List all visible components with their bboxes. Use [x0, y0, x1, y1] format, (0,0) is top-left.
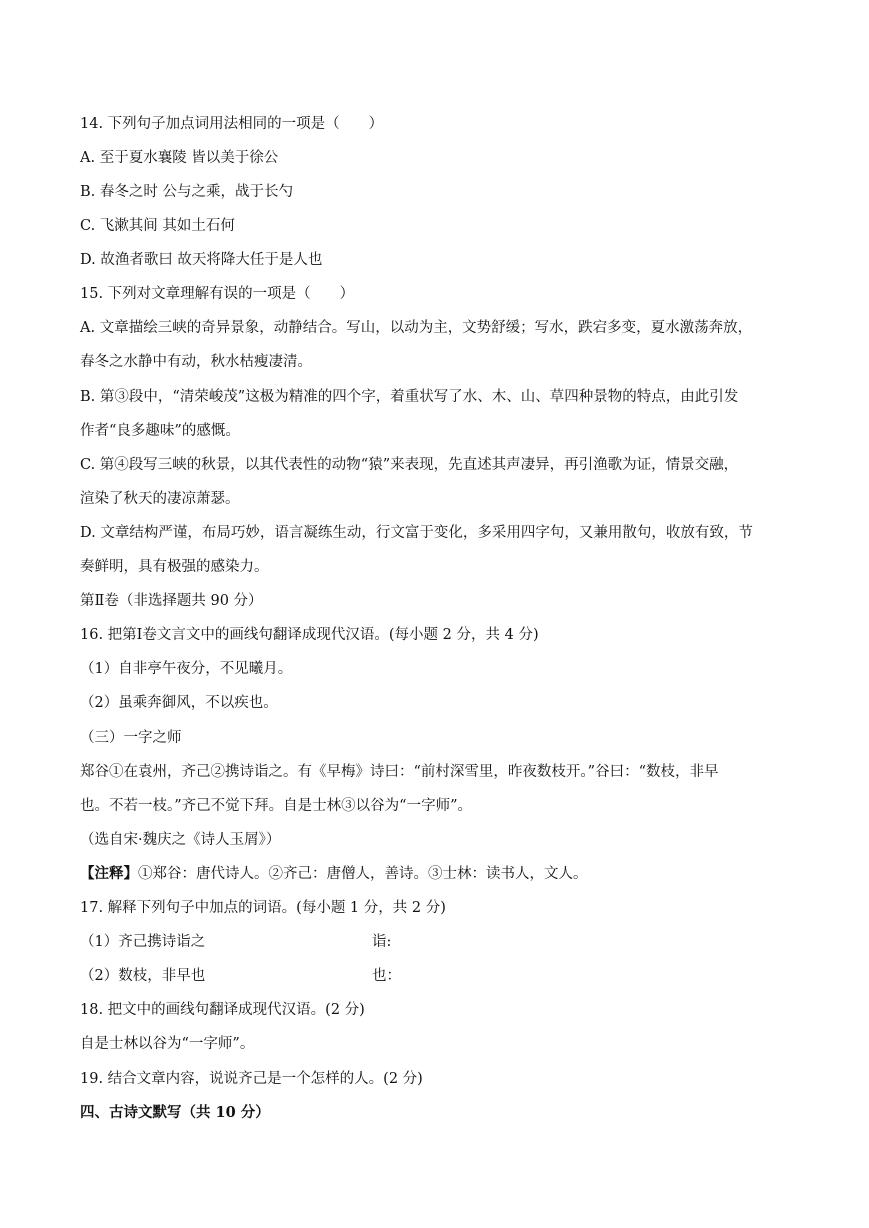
q17-word-2: 也：	[372, 968, 401, 984]
q15-option-c-line1: C. 第④段写三峡的秋景，以其代表性的动物“猿”来表现，先直述其声凄异，再引渔歌为证，情景交融，	[80, 457, 739, 473]
section4-heading: 四、古诗文默写（共 10 分）	[80, 1104, 270, 1121]
q17-item-1	[80, 932, 800, 952]
notes-text: ①郑谷：唐代诗人。②齐己：唐僧人，善诗。③士林：读书人，文人。	[138, 866, 588, 882]
q16-sentence-2: （2）虽乘奔御风，不以疾也。	[80, 695, 278, 711]
q15-stem: 15. 下列对文章理解有误的一项是（ ）	[80, 286, 355, 302]
q15-option-a-line1: A. 文章描绘三峡的奇异景象，动静结合。写山，以动为主，文势舒缓；写水，跌宕多变，夏水激荡奔放，	[80, 320, 753, 336]
q17-stem: 17. 解释下列句子中加点的词语。(每小题 1 分，共 2 分)	[80, 900, 446, 916]
passage-text-line1: 郑谷①在袁州，齐己②携诗诣之。有《早梅》诗曰：“前村深雪里，昨夜数枝开。”谷曰：“数枝，非早	[80, 764, 719, 780]
q16-sentence-1: （1）自非亭午夜分，不见曦月。	[80, 661, 293, 677]
q15-option-c-line2: 渲染了秋天的凄凉萧瑟。	[80, 491, 240, 507]
q14-stem: 14. 下列句子加点词用法相同的一项是（ ）	[80, 116, 384, 132]
q17-sentence-1: （1）齐己携诗诣之	[80, 934, 206, 950]
q14-option-c: C. 飞漱其间 其如土石何	[80, 218, 235, 234]
q15-option-a-line2: 春冬之水静中有动，秋水枯瘦凄清。	[80, 354, 312, 370]
q15-option-d-line1: D. 文章结构严谨，布局巧妙，语言凝练生动，行文富于变化，多采用四字句，又兼用散句，收放有致，节	[80, 525, 753, 541]
q17-item-2	[80, 966, 800, 986]
passage-notes	[80, 864, 588, 884]
q15-option-b-line2: 作者“良多趣味”的感慨。	[80, 423, 240, 439]
part2-heading: 第Ⅱ卷（非选择题共 90 分）	[80, 593, 263, 609]
q17-word-1: 诣:	[372, 934, 392, 950]
passage-text-line2: 也。不若一枝。”齐己不觉下拜。自是士林③以谷为“一字师”。	[80, 798, 472, 814]
q16-stem: 16. 把第Ⅰ卷文言文中的画线句翻译成现代汉语。(每小题 2 分，共 4 分)	[80, 627, 539, 643]
q19-stem: 19. 结合文章内容，说说齐己是一个怎样的人。(2 分)	[80, 1071, 423, 1087]
q15-option-d-line2: 奏鲜明，具有极强的感染力。	[80, 559, 269, 575]
q18-stem: 18. 把文中的画线句翻译成现代汉语。(2 分)	[80, 1002, 365, 1018]
q14-option-d: D. 故渔者歌曰 故天将降大任于是人也	[80, 252, 323, 268]
q14-option-b: B. 春冬之时 公与之乘，战于长勺	[80, 184, 293, 200]
q17-sentence-2: （2）数枝，非早也	[80, 968, 206, 984]
q15-option-b-line1: B. 第③段中，“清荣峻茂”这极为精准的四个字，着重状写了水、木、山、草四种景物的特点，由此引发	[80, 389, 739, 405]
passage-title: （三）一字之师	[80, 730, 182, 746]
q14-option-a: A. 至于夏水襄陵 皆以美于徐公	[80, 150, 279, 166]
q18-sentence: 自是士林以谷为“一字师”。	[80, 1036, 255, 1052]
notes-label: 【注释】	[80, 865, 138, 882]
passage-source: （选自宋·魏庆之《诗人玉屑》）	[80, 832, 281, 848]
